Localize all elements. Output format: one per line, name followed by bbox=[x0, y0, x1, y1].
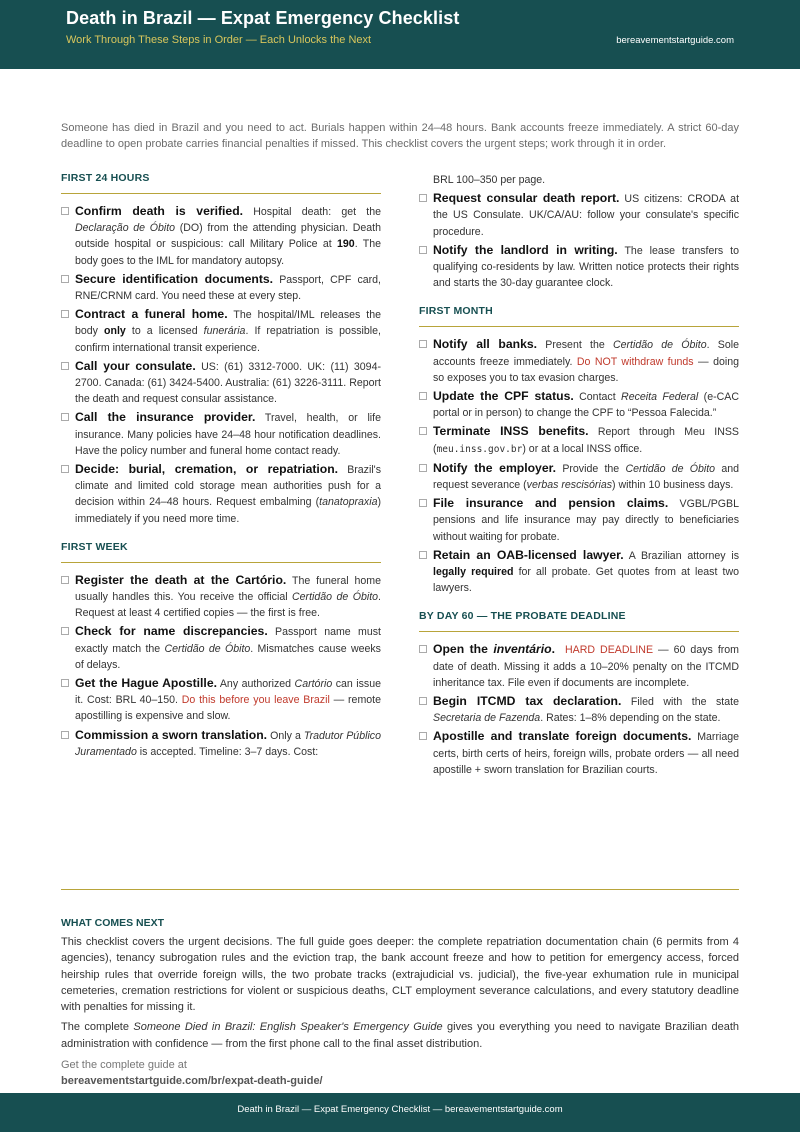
checklist-item-notify-employer: Notify the employer. Provide the Certidão de Óbito and request severance (verbas rescisórias) within 10 business days. bbox=[419, 460, 739, 493]
cta-label: Get the complete guide at bbox=[61, 1059, 187, 1071]
checklist-item-register-death: Register the death at the Cartório. The funeral home usually handles this. You receive the official Certidão de Óbito. Request at least 4 certified copies — the first is free. bbox=[61, 572, 381, 622]
checklist-item-name-discrepancies: Check for name discrepancies. Passport name must exactly match the Certidão de Óbito. Mismatches cause weeks of delays. bbox=[61, 623, 381, 673]
checklist-item-hague-apostille: Get the Hague Apostille. Any authorized Cartório can issue it. Cost: BRL 40–150. Do this before you leave Brazil — remote apostilling is expensive and slow. bbox=[61, 675, 381, 725]
guide-promo-paragraph: The complete Someone Died in Brazil: English Speaker's Emergency Guide gives you everything you need to navigate Brazilian death administration with confidence — from the first phone call to the final asset distribution. bbox=[61, 1021, 739, 1050]
section-heading-day-60: BY DAY 60 — THE PROBATE DEADLINE bbox=[419, 610, 739, 632]
left-column bbox=[61, 172, 381, 762]
checkbox[interactable] bbox=[61, 679, 69, 687]
checkbox[interactable] bbox=[419, 427, 427, 435]
checkbox[interactable] bbox=[61, 310, 69, 318]
checklist-item-apostille-foreign-docs: Apostille and translate foreign documents. Marriage certs, birth certs of heirs, foreign wills, probate orders — all need apostille + sworn translation for Brazilian courts. bbox=[419, 728, 739, 778]
guide-cta bbox=[61, 1057, 323, 1089]
checklist-item-secure-id: Secure identification documents. Passport, CPF card, RNE/CRNM card. You need these at every step. bbox=[61, 271, 381, 304]
checklist-item-confirm-death: Confirm death is verified. Hospital death: get the Declaração de Óbito (DO) from the attending physician. Death outside hospital or suspicious: call Military Police at 190. The body goes to the IML for mandatory autopsy. bbox=[61, 203, 381, 269]
checklist-item-sworn-translation: Commission a sworn translation. Only a Tradutor Público Juramentado is accepted. Timeline: 3–7 days. Cost: bbox=[61, 727, 381, 760]
checklist-item-cpf-status: Update the CPF status. Contact Receita Federal (e-CAC portal or in person) to change the CPF to “Pessoa Falecida.” bbox=[419, 388, 739, 421]
checkbox[interactable] bbox=[419, 392, 427, 400]
checklist-item-inss-benefits: Terminate INSS benefits. Report through Meu INSS (meu.inss.gov.br) or at a local INSS office. bbox=[419, 423, 739, 457]
checkbox[interactable] bbox=[61, 627, 69, 635]
section-heading-first-24-hours: FIRST 24 HOURS bbox=[61, 172, 381, 194]
checkbox[interactable] bbox=[419, 732, 427, 740]
section-heading-first-month: FIRST MONTH bbox=[419, 305, 739, 327]
checkbox[interactable] bbox=[419, 464, 427, 472]
checklist-item-notify-banks: Notify all banks. Present the Certidão de Óbito. Sole accounts freeze immediately. Do NOT withdraw funds — doing so exposes you to tax evasion charges. bbox=[419, 336, 739, 386]
checkbox[interactable] bbox=[61, 207, 69, 215]
checkbox[interactable] bbox=[419, 194, 427, 202]
checkbox[interactable] bbox=[61, 576, 69, 584]
page-subtitle: Work Through These Steps in Order — Each Unlocks the Next bbox=[66, 34, 372, 46]
checklist-item-consular-report: Request consular death report. US citizens: CRODA at the US Consulate. UK/CA/AU: follow your consulate's specific procedure. bbox=[419, 190, 739, 240]
inss-url[interactable]: meu.inss.gov.br bbox=[436, 443, 523, 455]
page-title: Death in Brazil — Expat Emergency Checklist bbox=[66, 8, 460, 28]
guide-url-link[interactable]: bereavementstartguide.com/br/expat-death-guide/ bbox=[61, 1075, 323, 1087]
checklist-item-insurance: Call the insurance provider. Travel, health, or life insurance. Many policies have 24–48 hour notification deadlines. Have the policy number and funeral home contact ready. bbox=[61, 409, 381, 459]
header-site-link[interactable]: bereavementstartguide.com bbox=[616, 35, 734, 46]
checkbox[interactable] bbox=[419, 551, 427, 559]
checklist-item-insurance-claims: File insurance and pension claims. VGBL/PGBL pensions and life insurance may pay directly to beneficiaries without waiting for probate. bbox=[419, 495, 739, 545]
checklist-item-retain-lawyer: Retain an OAB-licensed lawyer. A Brazilian attorney is legally required for all probate. Get quotes from at least two lawyers. bbox=[419, 547, 739, 597]
checkbox[interactable] bbox=[61, 362, 69, 370]
checklist-item-notify-landlord: Notify the landlord in writing. The lease transfers to qualifying co-residents by law. Written notice protects their rights and starts the 30-day guarantee clock. bbox=[419, 242, 739, 292]
right-column bbox=[419, 172, 739, 780]
checkbox[interactable] bbox=[61, 275, 69, 283]
checklist-item-decide-disposition: Decide: burial, cremation, or repatriation. Brazil's climate and limited cold storage mean authorities push for a decision within 24–48 hours. Request embalming (tanatopraxia) immediately if you need more time. bbox=[61, 461, 381, 527]
checkbox[interactable] bbox=[419, 697, 427, 705]
checkbox[interactable] bbox=[419, 340, 427, 348]
section-divider bbox=[61, 889, 739, 890]
section-heading-what-comes-next: WHAT COMES NEXT bbox=[61, 917, 165, 929]
checkbox[interactable] bbox=[419, 246, 427, 254]
checkbox[interactable] bbox=[61, 731, 69, 739]
intro-paragraph: Someone has died in Brazil and you need to act. Burials happen within 24–48 hours. Bank accounts freeze immediately. A strict 60-day deadline to open probate carries financial penalties if missed. This checklist covers the urgent steps; work through it in order. bbox=[61, 122, 739, 150]
what-comes-next-body bbox=[61, 934, 739, 1056]
checkbox[interactable] bbox=[61, 465, 69, 473]
checklist-item-itcmd-declaration: Begin ITCMD tax declaration. Filed with the state Secretaria de Fazenda. Rates: 1–8% depending on the state. bbox=[419, 693, 739, 726]
checkbox[interactable] bbox=[61, 413, 69, 421]
checkbox[interactable] bbox=[419, 645, 427, 653]
checkbox[interactable] bbox=[419, 499, 427, 507]
header-banner bbox=[0, 0, 800, 69]
checklist-item-open-inventario: Open the inventário. HARD DEADLINE — 60 days from date of death. Missing it adds a 10–20% penalty on the ITCMD inheritance tax. File even if documents are incomplete. bbox=[419, 641, 739, 691]
checklist-item-consulate: Call your consulate. US: (61) 3312-7000. UK: (11) 3094-2700. Canada: (61) 3424-5400. Australia: (61) 3226-3111. Report the death and request consular assistance. bbox=[61, 358, 381, 408]
what-comes-next-paragraph: This checklist covers the urgent decisions. The full guide goes deeper: the complete repatriation documentation chain (6 permits from 4 agencies), tenancy subrogation rules and the eviction trap, the bank account freeze and how to petition for emergency access, forced heirship rules that override foreign wills, the two probate tracks (extrajudicial vs. judicial), the five-year exhumation rule in municipal cemeteries, cremation restrictions for violent or suspicious deaths, CLT employment severance calculations, and every statutory deadline with penalties for missing it. bbox=[61, 936, 739, 1014]
section-heading-first-week: FIRST WEEK bbox=[61, 541, 381, 563]
footer-bar: Death in Brazil — Expat Emergency Checklist — bereavementstartguide.com bbox=[0, 1093, 800, 1132]
checklist-item-funeral-home: Contract a funeral home. The hospital/IML releases the body only to a licensed funerária. If repatriation is possible, confirm international transit experience. bbox=[61, 306, 381, 356]
checklist-item-continuation: BRL 100–350 per page. bbox=[433, 174, 546, 186]
